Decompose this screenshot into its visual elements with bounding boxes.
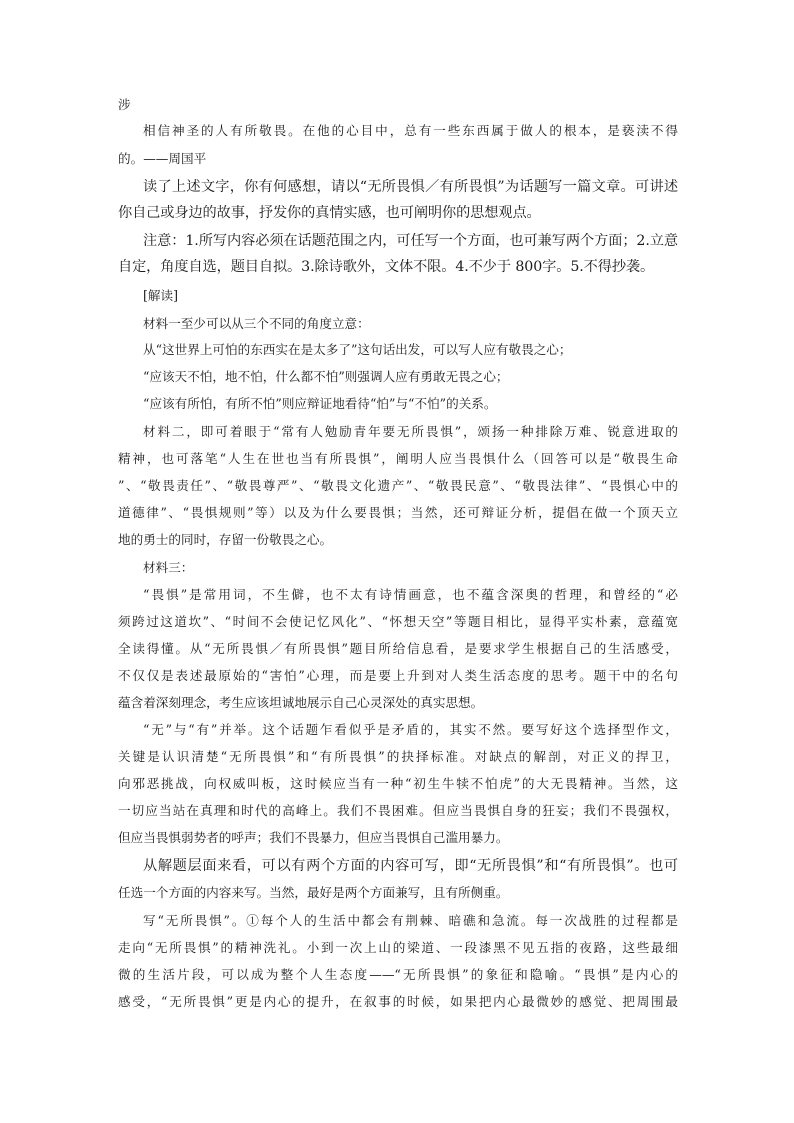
analysis-line: 地的勇士的同时，存留一份敬畏之心。 xyxy=(118,532,333,547)
analysis-line: 写“无所畏惧”。①每个人的生活中都会有荆棘、暗礁和急流。每一次战胜的过程都是 xyxy=(143,913,678,928)
analysis-line: 须跨过这道坎”、“时间不会使记忆风化”、“怀想天空”等题目相比，显得平实朴素，意蕴宽 xyxy=(118,614,678,629)
analysis-line: 向邪恶挑战，向权威叫板，这时候应当有一种“初生牛犊不怕虎”的大无畏精神。当然，这 xyxy=(118,776,678,791)
analysis-line: 材料一至少可以从三个不同的角度立意： xyxy=(143,316,370,331)
analysis-line: ”、“敬畏责任”、“敬畏尊严”、“敬畏文化遗产”、“敬畏民意”、“敬畏法律”、“畏惧心中的 xyxy=(118,478,678,493)
analysis-line: 道德律”、“畏惧规则”等）以及为什么要畏惧；当然，还可辩证分析，提倡在做一个顶天立 xyxy=(118,505,678,520)
analysis-heading: 材料三： xyxy=(143,560,194,575)
analysis-line: 走向“无所畏惧”的精神洗礼。小到一次上山的梁道、一段漆黑不见五指的夜路，这些最细 xyxy=(118,940,678,955)
analysis-line: 关键是认识清楚“无所畏惧”和“有所畏惧”的抉择标准。对缺点的解剖，对正义的捍卫， xyxy=(118,749,678,764)
analysis-line: 从解题层面来看，可以有两个方面的内容可写，即“无所畏惧”和“有所畏惧”。也可 xyxy=(143,858,678,874)
analysis-line: “应该有所怕，有所不怕”则应辩证地看待“怕”与“不怕”的关系。 xyxy=(143,396,497,411)
analysis-line: 精神，也可落笔“人生在世也当有所畏惧”，阐明人应当畏惧什么（回答可以是“敬畏生命 xyxy=(118,451,678,466)
analysis-line: 从“这世界上可怕的东西实在是太多了”这句话出发，可以写人应有敬畏之心； xyxy=(143,342,572,357)
fragment-line: 涉 xyxy=(118,97,131,112)
analysis-line: 全读得懂。从“无所畏惧／有所畏惧”题目所给信息看，是要求学生根据自己的生活感受， xyxy=(118,641,678,656)
notice-line: 自定，角度自选，题目自拟。3.除诗歌外，文体不限。4.不少于 800字。5.不得抄袭。 xyxy=(118,259,655,275)
analysis-line: 但应当畏惧弱势者的呼声；我们不畏暴力，但应当畏惧自己滥用暴力。 xyxy=(118,830,509,845)
analysis-line: “应该天不怕，地不怕，什么都不怕”则强调人应有勇敢无畏之心； xyxy=(143,369,509,384)
quote-attribution: 的。——周国平 xyxy=(118,151,207,166)
analysis-line: “畏惧”是常用词，不生僻，也不太有诗情画意，也不蕴含深奥的哲理，和曾经的“必 xyxy=(143,587,678,602)
prompt-line: 读了上述文字，你有何感想，请以“无所畏惧／有所畏惧”为话题写一篇文章。可讲述 xyxy=(143,179,678,195)
section-heading-jiedu: [解读] xyxy=(143,288,179,303)
prompt-line: 你自己或身边的故事，抒发你的真情实感，也可阐明你的思想观点。 xyxy=(118,205,541,221)
analysis-line: “无”与“有”并举。这个话题乍看似乎是矛盾的，其实不然。要写好这个选择型作文， xyxy=(143,722,678,737)
analysis-line: 材料二，即可着眼于“常有人勉励青年要无所畏惧”，颂扬一种排除万难、锐意进取的 xyxy=(143,424,678,439)
quote-line: 相信神圣的人有所敬畏。在他的心目中，总有一些东西属于做人的根本，是亵渎不得 xyxy=(143,123,678,138)
analysis-line: 不仅仅是表述最原始的“害怕”心理，而是要上升到对人类生活态度的思考。题干中的名句 xyxy=(118,668,678,683)
analysis-line: 微的生活片段，可以成为整个人生态度——“无所畏惧”的象征和隐喻。“畏惧”是内心的 xyxy=(118,967,678,982)
analysis-line: 感受，“无所畏惧”更是内心的提升，在叙事的时候，如果把内心最微妙的感觉、把周围最 xyxy=(118,994,678,1009)
notice-line: 注意：1.所写内容必须在话题范围之内，可任写一个方面，也可兼写两个方面；2.立意 xyxy=(143,233,678,249)
analysis-line: 蕴含着深刻理念，考生应该坦诚地展示自己心灵深处的真实思想。 xyxy=(118,695,484,710)
analysis-line: 一切应当站在真理和时代的高峰上。我们不畏困难。但应当畏惧自身的狂妄；我们不畏强权， xyxy=(118,803,678,818)
analysis-line: 任选一个方面的内容来写。当然，最好是两个方面兼写，且有所侧重。 xyxy=(118,885,509,900)
